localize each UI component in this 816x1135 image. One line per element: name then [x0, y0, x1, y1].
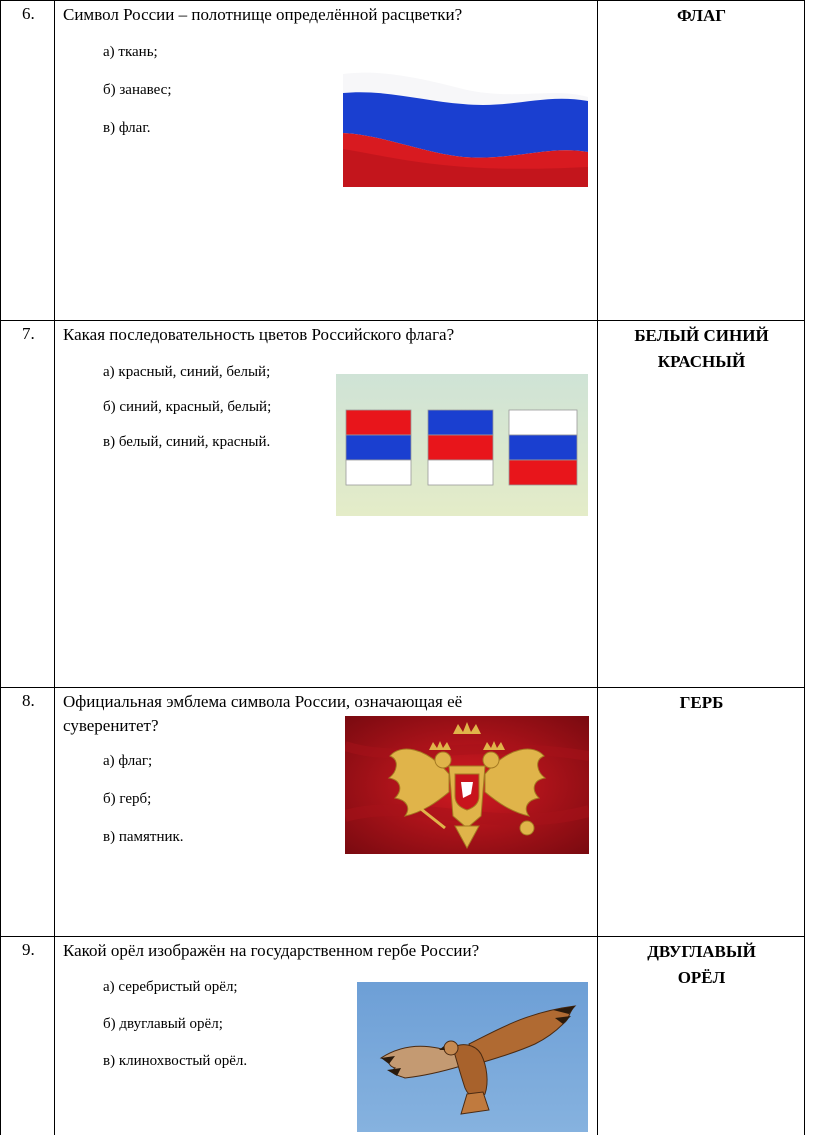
flying-eagle-image: [357, 982, 588, 1132]
flag-variants-image: [336, 374, 588, 516]
correct-answer-line: БЕЛЫЙ СИНИЙ: [634, 326, 769, 345]
row-number: 6.: [22, 4, 35, 23]
correct-answer: ГЕРБ: [679, 693, 724, 712]
answer-option: в) белый, синий, красный.: [103, 434, 271, 450]
coat-of-arms-image: [345, 716, 589, 854]
answer-option: а) серебристый орёл;: [103, 979, 238, 995]
correct-answer: [598, 323, 805, 375]
row-divider: [0, 936, 805, 937]
question-text: Какая последовательность цветов Российского флага?: [63, 325, 455, 344]
question-line: суверенитет?: [63, 716, 159, 735]
row-divider: [0, 320, 805, 321]
correct-answer-line: КРАСНЫЙ: [657, 352, 746, 371]
flag-variant-white-blue-red: [509, 410, 577, 485]
column-divider: [54, 0, 55, 1135]
answer-option: б) герб;: [103, 791, 152, 807]
question-text: Какой орёл изображён на государственном гербе России?: [63, 941, 480, 960]
flag-variant-red-blue-white: [346, 410, 411, 485]
flag-variant-blue-red-white: [428, 410, 493, 485]
row-number: 8.: [22, 691, 35, 710]
answer-option: а) флаг;: [103, 753, 153, 769]
answer-option: б) двуглавый орёл;: [103, 1016, 223, 1032]
table-border-left: [0, 0, 1, 1135]
answer-option: а) красный, синий, белый;: [103, 364, 271, 380]
answer-option: в) флаг.: [103, 120, 151, 136]
correct-answer: ФЛАГ: [676, 6, 727, 25]
question-text: Символ России – полотнище определённой расцветки?: [63, 5, 463, 24]
correct-answer: [598, 939, 805, 991]
row-number: 9.: [22, 940, 35, 959]
answer-option: б) занавес;: [103, 82, 172, 98]
waving-flag-image: [343, 49, 588, 187]
answer-option: в) клинохвостый орёл.: [103, 1053, 248, 1069]
answer-option: в) памятник.: [103, 829, 184, 845]
question-line: Официальная эмблема символа России, означающая её: [63, 692, 463, 711]
correct-answer-line: ДВУГЛАВЫЙ: [647, 942, 756, 961]
table-border-top: [0, 0, 805, 1]
answer-option: б) синий, красный, белый;: [103, 399, 272, 415]
correct-answer-line: ОРЁЛ: [677, 968, 726, 987]
answer-option: а) ткань;: [103, 44, 158, 60]
row-divider: [0, 687, 805, 688]
row-number: 7.: [22, 324, 35, 343]
